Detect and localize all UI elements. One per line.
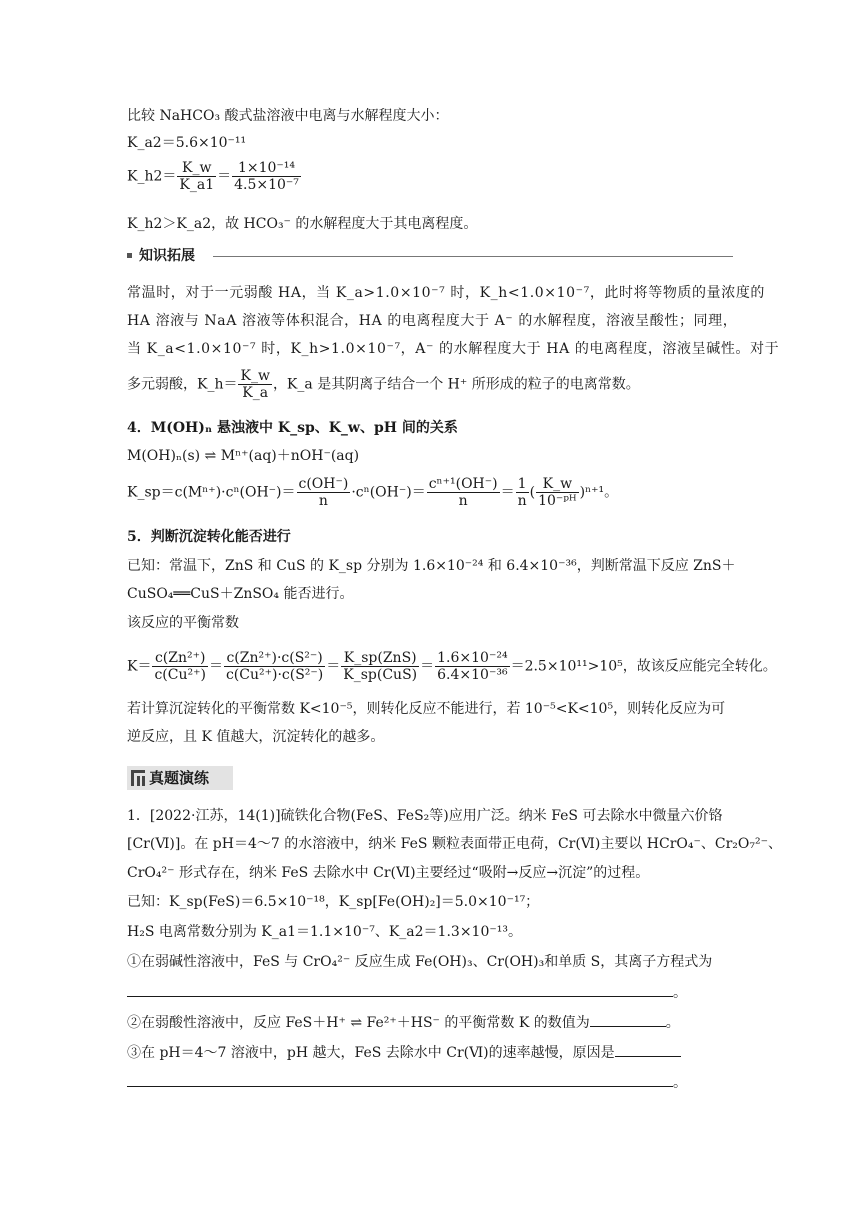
section-5-line-2: CuSO₄══CuS＋ZnSO₄ 能否进行。 [127,586,354,602]
question-1-line-3: CrO₄²⁻ 形式存在，纳米 FeS 去除水中 Cr(Ⅵ)主要经过“吸附→反应→沉淀”的过程。 [127,865,650,881]
question-1-line-4: 已知：K_sp(FeS)＝6.5×10⁻¹⁸，K_sp[Fe(OH)₂]＝5.0×10⁻¹⁷； [127,894,540,910]
knowledge-line-4 [127,368,640,401]
question-1-part-2-text: ②在弱酸性溶液中，反应 FeS＋H⁺ ⇌ Fe²⁺＋HS⁻ 的平衡常数 K 的数值为 [127,1015,590,1031]
answer-line-1-end: 。 [673,985,687,1001]
k-eq-1: ＝ [208,658,223,675]
ksp-fraction-3 [516,476,529,509]
k-fraction-3 [341,650,419,683]
ksp-f2-den: n [458,493,468,509]
intro-line: 比较 NaHCO₃ 酸式盐溶液中电离与水解程度大小： [127,108,449,124]
answer-line-3 [127,1073,687,1093]
question-1-line-5: H₂S 电离常数分别为 K_a1＝1.1×10⁻⁷、K_a2＝1.3×10⁻¹³。 [127,924,522,940]
ksp-mid: ·cⁿ(OH⁻)＝ [351,484,426,501]
answer-line-1 [127,983,687,1003]
kh2-den2: 4.5×10⁻⁷ [234,177,299,193]
practice-banner-title: 真题演练 [149,769,210,787]
k-fraction-2 [224,650,325,683]
question-1-part-3-text: ③在 pH＝4～7 溶液中，pH 越大，FeS 去除水中 Cr(Ⅵ)的速率越慢，原因是 [127,1045,615,1061]
kh-fraction [238,368,271,401]
kh2-lhs: K_h2＝ [127,168,177,185]
ksp-f3-num: 1 [516,476,529,493]
intro-conclusion: K_h2＞K_a2，故 HCO₃⁻ 的水解程度大于其电离程度。 [127,216,478,232]
question-1-part-2-end: 。 [665,1015,680,1031]
kh-num: K_w [240,368,270,384]
ksp-fraction-1 [297,476,351,509]
kh2-num2: 1×10⁻¹⁴ [232,160,301,177]
question-1-part-1: ①在弱碱性溶液中，FeS 与 CrO₄²⁻ 反应生成 Fe(OH)₃、Cr(OH)₃和单质 S，其离子方程式为 [127,954,713,970]
k-eq-3: ＝ [420,658,435,675]
question-1-line-2: [Cr(Ⅵ)]。在 pH＝4～7 的水溶液中，纳米 FeS 颗粒表面带正电荷，Cr(Ⅵ)主要以 HCrO₄⁻、Cr₂O₇²⁻、 [127,836,783,852]
ksp-fraction-2 [427,476,500,509]
k-fraction-1 [152,650,208,683]
kh-desc: ，K_a 是其阴离子结合一个 H⁺ 所形成的粒子的电离常数。 [272,376,640,393]
section-4-equilibrium: M(OH)ₙ(s) ⇌ Mⁿ⁺(aq)＋nOH⁻(aq) [127,448,360,464]
section-5-line-6: 逆反应，且 K 值越大，沉淀转化的越多。 [127,729,385,745]
knowledge-divider [127,249,733,263]
ksp-exp: )ⁿ⁺¹。 [579,484,619,501]
kh-lhs: 多元弱酸，K_h＝ [127,376,238,393]
kh-den: K_a [242,385,269,401]
square-bullet-icon [127,253,132,258]
answer-blank-3[interactable] [615,1044,681,1057]
section-4-title: 4．M(OH)ₙ 悬浊液中 K_sp、K_w、pH 间的关系 [127,420,458,436]
kh2-den1: K_a1 [179,177,215,193]
section-5-line-3: 该反应的平衡常数 [127,615,239,631]
answer-blank-2[interactable] [590,1014,666,1027]
ksp-f4-num: K_w [536,476,579,493]
kh2-fraction-2 [232,160,301,193]
k-f2-den: c(Cu²⁺)·c(S²⁻) [225,667,324,683]
practice-banner [127,766,233,790]
k-f2-num: c(Zn²⁺)·c(S²⁻) [224,650,325,667]
book-icon [131,770,145,786]
kh2-num1: K_w [177,160,216,177]
ka2-value: K_a2＝5.6×10⁻¹¹ [127,135,247,151]
ksp-f1-num: c(OH⁻) [298,476,349,492]
kh2-eq: ＝ [217,168,232,185]
k-f4-den: 6.4×10⁻³⁶ [437,667,508,683]
k-result: ＝2.5×10¹¹>10⁵，故该反应能完全转化。 [510,658,777,675]
k-lhs: K＝ [127,658,152,675]
ksp-eq: ＝ [500,484,515,501]
k-f1-num: c(Zn²⁺) [152,650,208,667]
kh2-fraction-1 [177,160,216,193]
k-f1-den: c(Cu²⁺) [154,667,206,683]
knowledge-line-1: 常温时，对于一元弱酸 HA，当 K_a>1.0×10⁻⁷ 时，K_h<1.0×10⁻⁷，此时将等物质的量浓度的 [127,285,766,301]
ksp-lhs: K_sp＝c(Mⁿ⁺)·cⁿ(OH⁻)＝ [127,484,296,501]
k-f4-num: 1.6×10⁻²⁴ [437,650,508,666]
section-5-line-1: 已知：常温下，ZnS 和 CuS 的 K_sp 分别为 1.6×10⁻²⁴ 和 6.4×10⁻³⁶，判断常温下反应 ZnS＋ [127,558,736,574]
knowledge-line-3: 当 K_a<1.0×10⁻⁷ 时，K_h>1.0×10⁻⁷，A⁻ 的水解程度大于 HA 的电离程度，溶液呈碱性。对于 [127,341,780,357]
answer-blank-1[interactable] [127,984,673,997]
k-f3-den: K_sp(CuS) [343,667,418,683]
question-1-part-2 [127,1013,680,1033]
divider-rule [213,256,733,257]
answer-blank-4[interactable] [127,1074,673,1087]
k-eq-2: ＝ [326,658,341,675]
k-fraction-4 [435,650,509,683]
ksp-f1-den: n [318,493,328,509]
section-5-k-formula [127,650,777,683]
ksp-f4-den: 10⁻ᵖᴴ [538,493,577,509]
question-1-line-1: 1．[2022·江苏，14(1)]硫铁化合物(FeS、FeS₂等)应用广泛。纳米 FeS 可去除水中微量六价铬 [127,808,723,824]
question-1-part-3 [127,1043,681,1063]
knowledge-line-2: HA 溶液与 NaA 溶液等体积混合，HA 的电离程度大于 A⁻ 的水解程度，溶液呈酸性；同理， [127,313,738,329]
section-5-title: 5．判断沉淀转化能否进行 [127,529,291,545]
ksp-f3-den: n [517,493,527,509]
section-4-ksp-formula: K_sp＝c(Mⁿ⁺)·cⁿ(OH⁻)＝ $\frac{c(OH^-)}{n}$ ·cⁿ(OH⁻)＝ $\frac{\text{cⁿ⁺¹(OH⁻)}}{n}$ ＝ $\frac{1}{n}$ ( $\frac{K\_w}{\text{10⁻ᵖᴴ}}$ )ⁿ⁺¹。 [127,476,619,509]
answer-line-3-end: 。 [673,1075,687,1091]
section-5-line-5: 若计算沉淀转化的平衡常数 K<10⁻⁵，则转化反应不能进行，若 10⁻⁵<K<10⁵，则转化反应为可 [127,701,726,717]
kh2-formula [127,160,302,193]
knowledge-title: 知识拓展 [139,248,195,264]
ksp-fraction-4 [536,476,579,509]
ksp-f2-num: cⁿ⁺¹(OH⁻) [428,476,498,492]
k-f3-num: K_sp(ZnS) [341,650,419,667]
